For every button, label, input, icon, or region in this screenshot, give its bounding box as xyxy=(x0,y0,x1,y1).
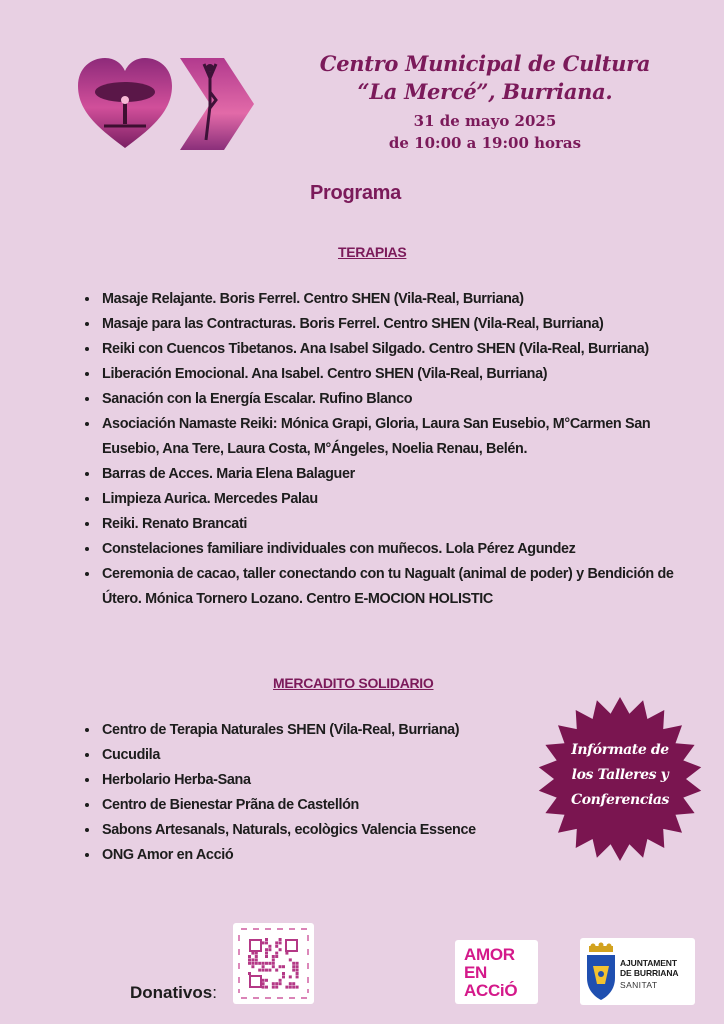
yoga-arrow-icon xyxy=(180,58,254,150)
list-item: • Ceremonia de cacao, taller conectando con tu Nagualt (animal de poder) y Bendición de Útero. Mónica Tornero Lozano. Centro E-MOCION HOLISTIC xyxy=(100,562,700,612)
list-item: • Cucudila xyxy=(100,743,560,768)
list-item: • Constelaciones familiare individuales con muñecos. Lola Pérez Agundez xyxy=(100,537,700,562)
venue-title: Centro Municipal de Cultura xyxy=(319,51,651,76)
badge-line: los Talleres y xyxy=(571,767,669,783)
list-item: • Barras de Acces. Maria Elena Balaguer xyxy=(100,462,700,487)
badge-text xyxy=(537,738,703,813)
qr-code[interactable] xyxy=(233,923,314,1004)
list-item: • Sabons Artesanals, Naturals, ecològics Valencia Essence xyxy=(100,818,560,843)
donativos-label: Donativos: xyxy=(130,983,217,1002)
terapias-heading: TERAPIAS xyxy=(338,244,407,260)
programa-heading: Programa xyxy=(310,182,401,204)
heart-tree-icon xyxy=(78,58,172,148)
list-item: • Liberación Emocional. Ana Isabel. Centro SHEN (Vila-Real, Burriana) xyxy=(100,362,700,387)
event-date: 31 de mayo 2025 xyxy=(413,112,557,130)
list-item: • Masaje para las Contracturas. Boris Ferrel. Centro SHEN (Vila-Real, Burriana) xyxy=(100,312,700,337)
list-item: • Centro de Terapia Naturales SHEN (Vila-Real, Burriana) xyxy=(100,718,560,743)
terapias-list xyxy=(80,287,700,612)
list-item: • Herbolario Herba-Sana xyxy=(100,768,560,793)
badge-line: Conferencias xyxy=(570,792,670,808)
amor-en-accio-logo: AMOR EN ACCiÓ xyxy=(455,940,538,1004)
badge-line: Infórmate de xyxy=(571,742,669,758)
coat-of-arms-icon xyxy=(583,942,619,1002)
mercadito-list xyxy=(80,718,560,868)
venue-subtitle: “La Mercé”, Burriana. xyxy=(357,79,613,104)
list-item: • Sanación con la Energía Escalar. Rufino Blanco xyxy=(100,387,700,412)
list-item: • ONG Amor en Acció xyxy=(100,843,560,868)
list-item: • Reiki. Renato Brancati xyxy=(100,512,700,537)
event-logo xyxy=(78,56,254,152)
list-item: • Asociación Namaste Reiki: Mónica Grapi, Gloria, Laura San Eusebio, M°Carmen San Eusebio, Ana Tere, Laura Costa, M°Ángeles, Noelia Renau, Belén. xyxy=(100,412,700,462)
list-item: • Centro de Bienestar Prãna de Castellón xyxy=(100,793,560,818)
mercadito-heading: MERCADITO SOLIDARIO xyxy=(273,675,434,691)
event-header xyxy=(300,50,670,154)
list-item: • Reiki con Cuencos Tibetanos. Ana Isabel Silgado. Centro SHEN (Vila-Real, Burriana) xyxy=(100,337,700,362)
list-item: • Masaje Relajante. Boris Ferrel. Centro SHEN (Vila-Real, Burriana) xyxy=(100,287,700,312)
ajuntament-burriana-logo: AJUNTAMENT DE BURRIANA SANITAT xyxy=(580,938,695,1005)
event-hours: de 10:00 a 19:00 horas xyxy=(388,134,582,152)
list-item: • Limpieza Aurica. Mercedes Palau xyxy=(100,487,700,512)
